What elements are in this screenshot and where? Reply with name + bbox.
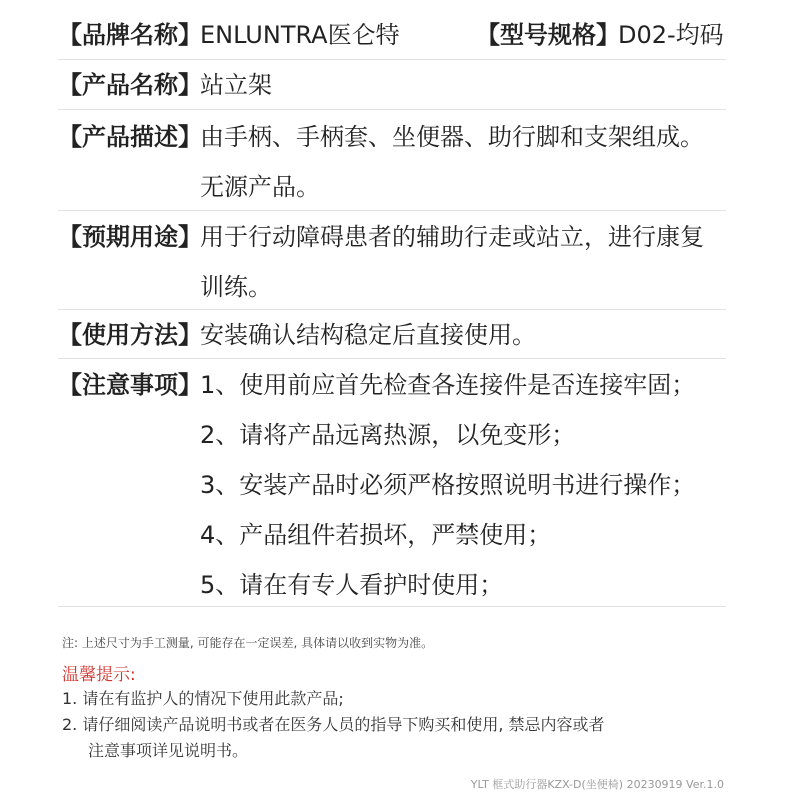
description-label: 【产品描述】 bbox=[58, 123, 202, 151]
divider bbox=[58, 606, 726, 607]
tips-line-2: 2. 请仔细阅读产品说明书或者在医务人员的指导下购买和使用, 禁忌内容或者 bbox=[62, 715, 605, 734]
brand-label: 【品牌名称】 bbox=[58, 21, 202, 49]
product-name-value: 站立架 bbox=[200, 71, 272, 99]
model-label: 【型号规格】 bbox=[476, 21, 620, 49]
description-line-2: 无源产品。 bbox=[200, 173, 320, 201]
intended-use-line-1: 用于行动障碍患者的辅助行走或站立，进行康复 bbox=[200, 223, 704, 251]
tips-title: 温馨提示: bbox=[62, 665, 136, 685]
measurement-note: 注: 上述尺寸为手工测量, 可能存在一定误差, 具体请以收到实物为准。 bbox=[62, 636, 434, 650]
divider bbox=[58, 358, 726, 359]
intended-use-line-2: 训练。 bbox=[200, 273, 272, 301]
description-line-1: 由手柄、手柄套、坐便器、助行脚和支架组成。 bbox=[200, 123, 704, 151]
divider bbox=[58, 210, 726, 211]
brand-value: ENLUNTRA医仑特 bbox=[200, 21, 400, 49]
tips-line-3: 注意事项详见说明书。 bbox=[88, 741, 249, 760]
version-footer: YLT 框式助行器KZX-D(坐便椅) 20230919 Ver.1.0 bbox=[470, 778, 724, 791]
precaution-item: 4、产品组件若损坏，严禁使用； bbox=[200, 521, 552, 549]
precaution-item: 1、使用前应首先检查各连接件是否连接牢固； bbox=[200, 371, 696, 399]
product-name-label: 【产品名称】 bbox=[58, 71, 202, 99]
precaution-item: 5、请在有专人看护时使用； bbox=[200, 571, 504, 599]
model-value: D02-均码 bbox=[618, 21, 724, 49]
tips-line-1: 1. 请在有监护人的情况下使用此款产品; bbox=[62, 689, 344, 708]
usage-method-value: 安装确认结构稳定后直接使用。 bbox=[200, 321, 536, 349]
precaution-item: 3、安装产品时必须严格按照说明书进行操作； bbox=[200, 471, 696, 499]
divider bbox=[58, 109, 726, 110]
precaution-item: 2、请将产品远离热源，以免变形； bbox=[200, 421, 576, 449]
intended-use-label: 【预期用途】 bbox=[58, 223, 202, 251]
precautions-label: 【注意事项】 bbox=[58, 371, 202, 399]
usage-method-label: 【使用方法】 bbox=[58, 321, 202, 349]
